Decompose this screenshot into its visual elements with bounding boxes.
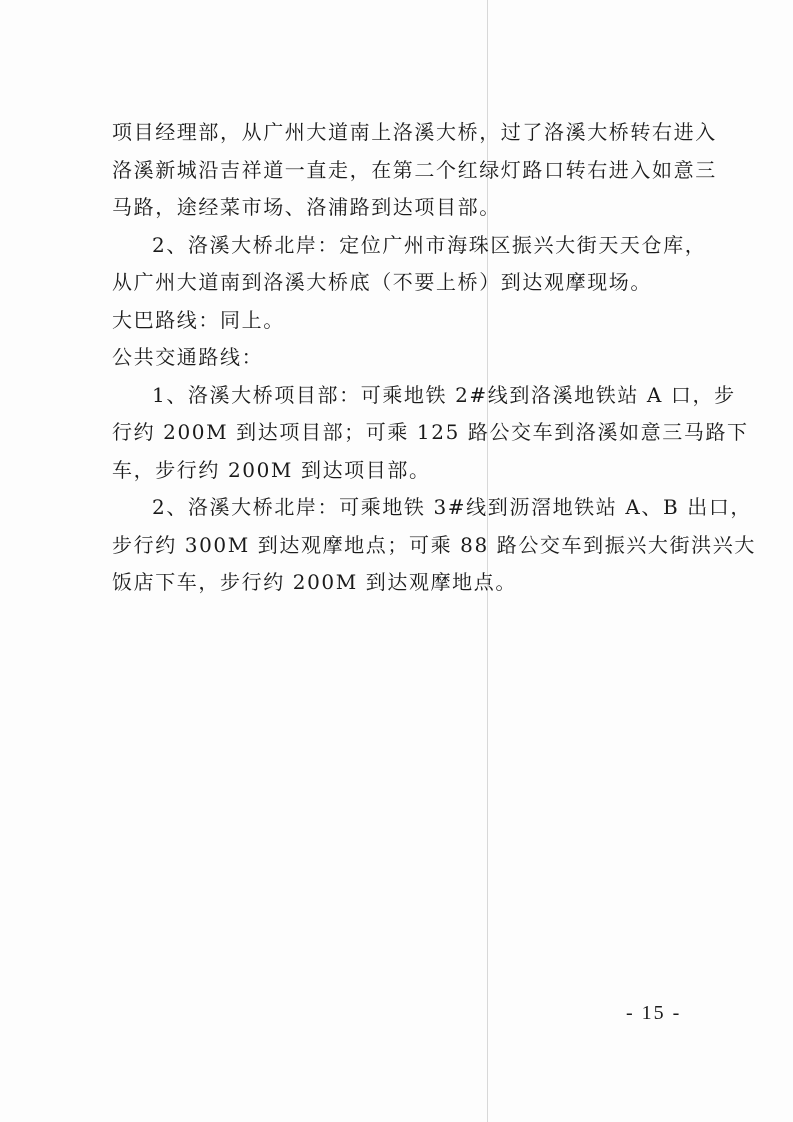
document-body — [112, 114, 756, 602]
paragraph-line: 2、洛溪大桥北岸：定位广州市海珠区振兴大街天天仓库， — [152, 232, 707, 257]
paragraph-line: 行约 200M 到达项目部；可乘 125 路公交车到洛溪如意三马路下 — [112, 420, 749, 444]
page-number: - 15 - — [626, 1002, 682, 1024]
paragraph-line: 马路，途经菜市场、洛浦路到达项目部。 — [112, 195, 501, 219]
paragraph-line: 饭店下车，步行约 200M 到达观摩地点。 — [112, 570, 517, 594]
section-heading: 公共交通路线： — [112, 345, 264, 369]
paragraph-line: 车，步行约 200M 到达项目部。 — [112, 457, 431, 482]
paragraph-line: 从广州大道南到洛溪大桥底（不要上桥）到达观摩现场。 — [112, 270, 652, 294]
paragraph-line: 洛溪新城沿吉祥道一直走，在第二个红绿灯路口转右进入如意三 — [112, 157, 717, 182]
paragraph-line: 项目经理部，从广州大道南上洛溪大桥，过了洛溪大桥转右进入 — [112, 120, 717, 144]
section-heading: 大巴路线：同上。 — [112, 307, 285, 332]
paragraph-line: 2、洛溪大桥北岸：可乘地铁 3#线到沥滘地铁站 A、B 出口， — [152, 495, 753, 519]
paragraph-line: 1、洛溪大桥项目部：可乘地铁 2#线到洛溪地铁站 A 口，步 — [152, 382, 736, 407]
paragraph-line: 步行约 300M 到达观摩地点；可乘 88 路公交车到振兴大街洪兴大 — [112, 532, 756, 557]
